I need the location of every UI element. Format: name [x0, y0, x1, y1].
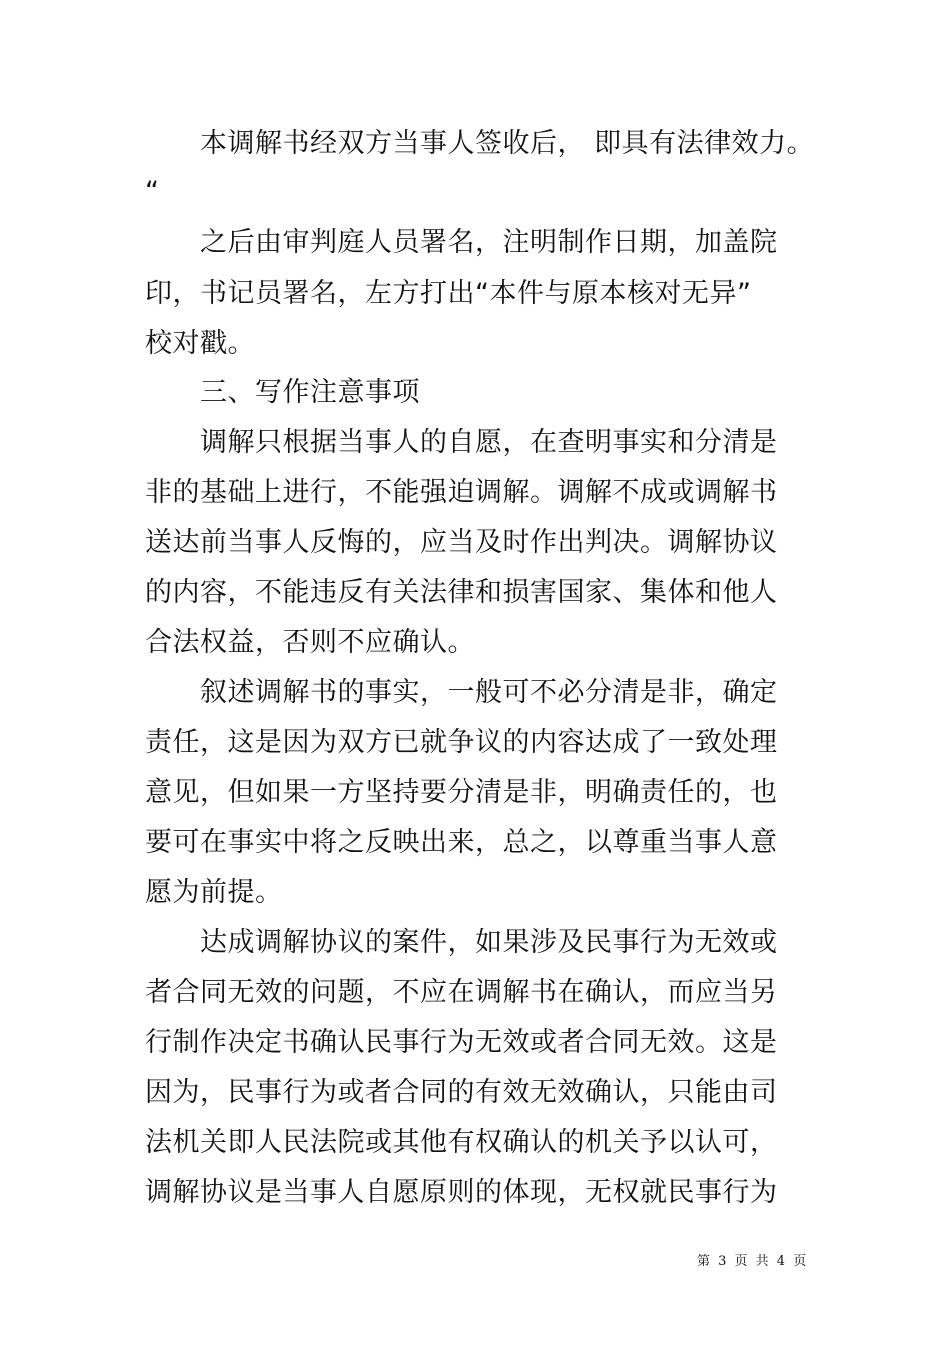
page-number-footer: 第 3 页 共 4 页 [697, 1254, 809, 1269]
text-line: 本调解书经双方当事人签收后， 即具有法律效力。 [200, 128, 815, 159]
text-line: 校对戳。 [145, 328, 255, 359]
text-line: 因为，民事行为或者合同的有效无效确认，只能由司 [145, 1077, 778, 1108]
text-line: 法机关即人民法院或其他有权确认的机关予以认可， [145, 1127, 778, 1158]
paragraph-start-line: 调解只根据当事人的自愿，在查明事实和分清是 [200, 427, 778, 458]
paragraph-start-line: 之后由审判庭人员署名，注明制作日期，加盖院 [200, 227, 778, 258]
section-heading: 三、写作注意事项 [200, 377, 420, 408]
text-line: 的内容，不能违反有关法律和损害国家、集体和他人 [145, 577, 778, 608]
text-line: 愿为前提。 [145, 877, 283, 908]
text-line: 送达前当事人反悔的，应当及时作出判决。调解协议 [145, 527, 778, 558]
paragraph-start-line: 叙述调解书的事实，一般可不必分清是非，确定 [200, 677, 778, 708]
text-line: “ [145, 176, 160, 207]
text-line: 非的基础上进行，不能强迫调解。调解不成或调解书 [145, 477, 778, 508]
text-line: 意见，但如果一方坚持要分清是非，明确责任的，也 [145, 777, 778, 808]
text-line: 责任，这是因为双方已就争议的内容达成了一致处理 [145, 727, 778, 758]
paragraph-start-line: 达成调解协议的案件，如果涉及民事行为无效或 [200, 927, 778, 958]
text-line: 调解协议是当事人自愿原则的体现，无权就民事行为 [145, 1177, 778, 1208]
text-line: 合法权益，否则不应确认。 [145, 627, 475, 658]
text-line: 要可在事实中将之反映出来，总之，以尊重当事人意 [145, 827, 778, 858]
text-line: 印，书记员署名，左方打出“本件与原本核对无异” [145, 278, 752, 309]
text-line: 者合同无效的问题，不应在调解书在确认，而应当另 [145, 977, 778, 1008]
text-line: 行制作决定书确认民事行为无效或者合同无效。这是 [145, 1027, 778, 1058]
